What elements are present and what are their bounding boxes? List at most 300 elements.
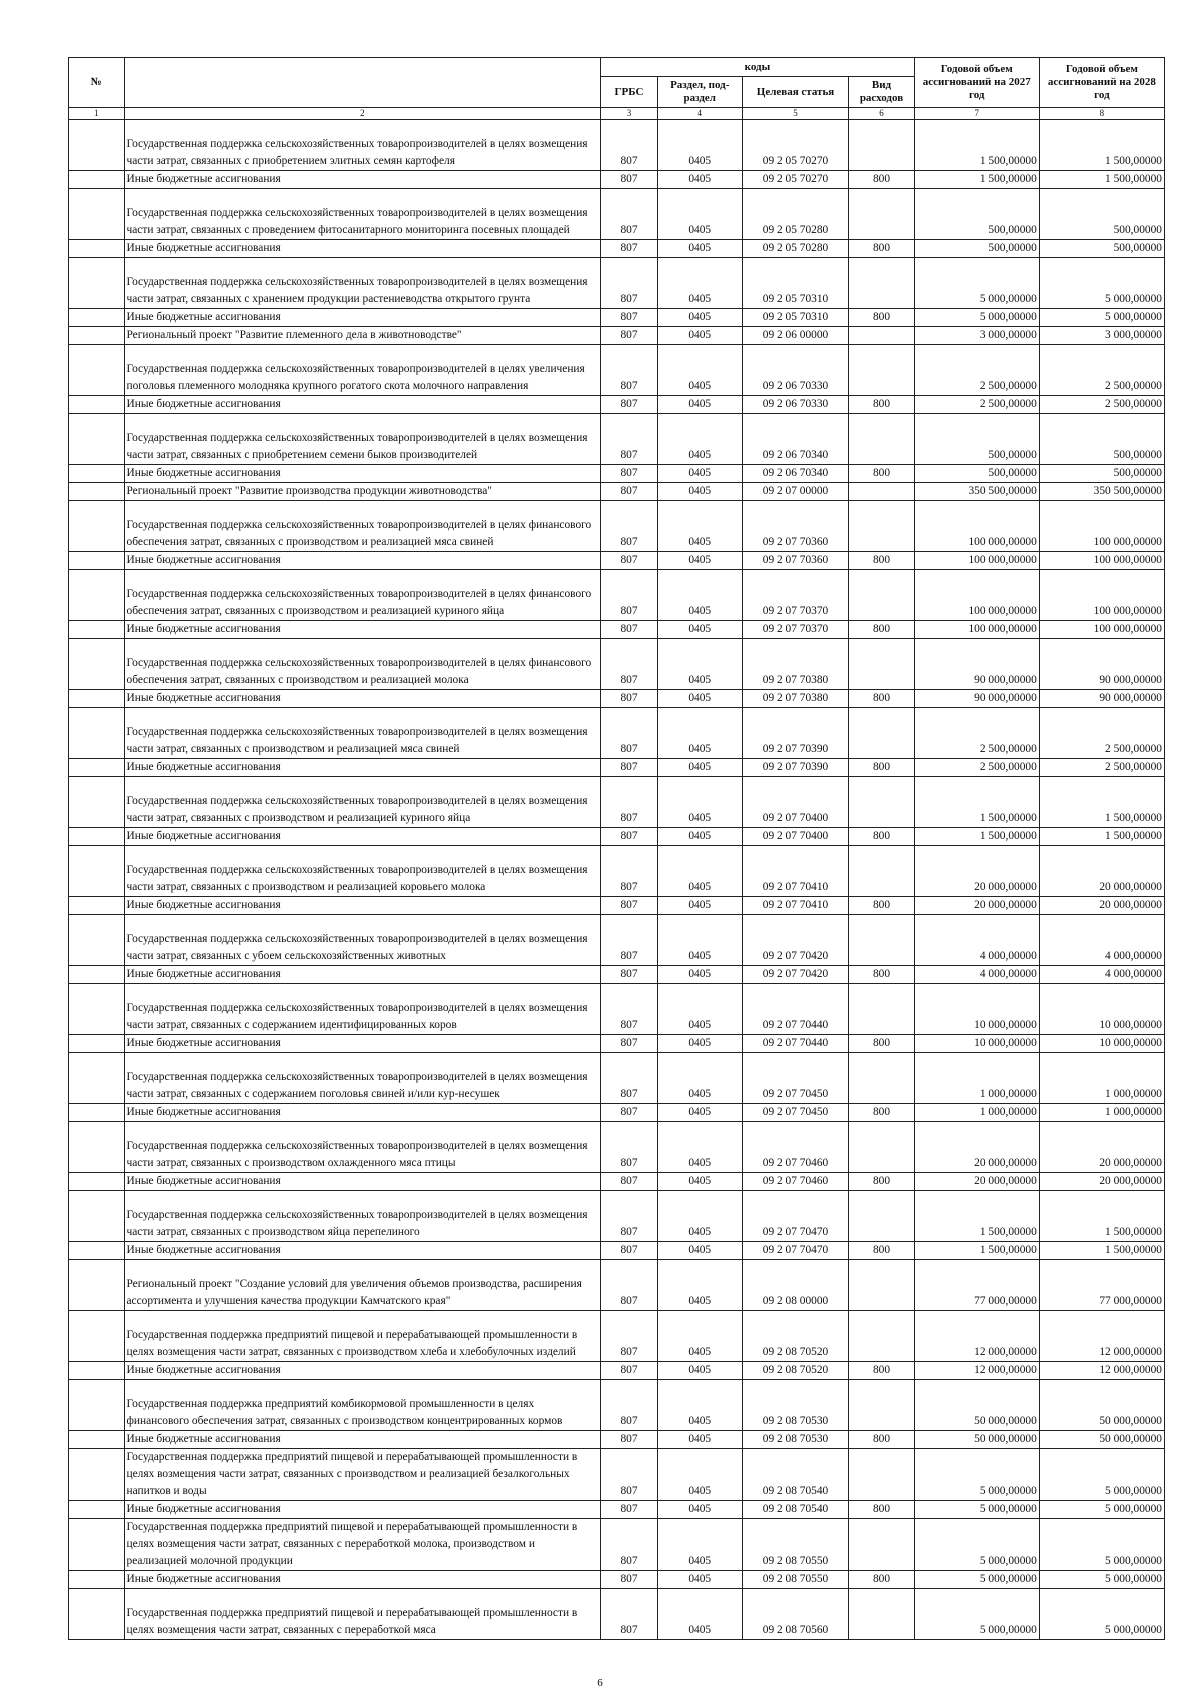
cell-vid: 800 — [849, 1571, 914, 1589]
cell-num — [69, 501, 125, 552]
cell-name: Государственная поддержка предприятий пищевой и перерабатывающей промышленности в целях возмещения части затрат, связанных с переработкой молока, производством и реализацией молочной продукции — [124, 1519, 601, 1571]
cell-target: 09 2 08 70520 — [742, 1311, 849, 1362]
cell-grbs: 807 — [601, 1380, 658, 1431]
cell-vid: 800 — [849, 759, 914, 777]
cell-vid — [849, 1589, 914, 1640]
cell-vid — [849, 846, 914, 897]
budget-table — [68, 57, 1165, 1640]
cell-name: Государственная поддержка сельскохозяйственных товаропроизводителей в целях финансового обеспечения затрат, связанных с производством и реализацией молока — [124, 639, 601, 690]
cell-grbs: 807 — [601, 1362, 658, 1380]
cell-amount-2028: 2 500,00000 — [1039, 708, 1164, 759]
cell-name: Государственная поддержка предприятий пищевой и перерабатывающей промышленности в целях возмещения части затрат, связанных с производством и реализацией безалкогольных напитков и воды — [124, 1449, 601, 1501]
cell-num — [69, 1242, 125, 1260]
cell-section: 0405 — [657, 897, 742, 915]
cell-amount-2028: 5 000,00000 — [1039, 1449, 1164, 1501]
cell-amount-2027: 50 000,00000 — [914, 1380, 1039, 1431]
cell-amount-2027: 20 000,00000 — [914, 846, 1039, 897]
cell-target: 09 2 07 70440 — [742, 1035, 849, 1053]
cell-name: Иные бюджетные ассигнования — [124, 759, 601, 777]
cell-name: Государственная поддержка сельскохозяйственных товаропроизводителей в целях возмещения части затрат, связанных с убоем сельскохозяйственных животных — [124, 915, 601, 966]
cell-amount-2027: 500,00000 — [914, 465, 1039, 483]
cell-vid: 800 — [849, 1431, 914, 1449]
cell-num — [69, 309, 125, 327]
cell-name: Государственная поддержка сельскохозяйственных товаропроизводителей в целях возмещения части затрат, связанных с содержанием поголовья свиней и/или кур-несушек — [124, 1053, 601, 1104]
cell-amount-2028: 5 000,00000 — [1039, 258, 1164, 309]
cell-amount-2027: 50 000,00000 — [914, 1431, 1039, 1449]
cell-amount-2027: 500,00000 — [914, 189, 1039, 240]
cell-grbs: 807 — [601, 1191, 658, 1242]
cell-target: 09 2 06 70340 — [742, 414, 849, 465]
col-header-2028: Годовой объем ассигнований на 2028 год — [1039, 58, 1164, 108]
cell-name: Государственная поддержка сельскохозяйственных товаропроизводителей в целях возмещения части затрат, связанных с содержанием идентифицированных коров — [124, 984, 601, 1035]
cell-section: 0405 — [657, 1449, 742, 1501]
table-row — [69, 1260, 1165, 1311]
column-number: 4 — [657, 108, 742, 120]
cell-num — [69, 984, 125, 1035]
table-row — [69, 501, 1165, 552]
col-header-vid: Вид расходов — [849, 77, 914, 108]
table-row — [69, 345, 1165, 396]
cell-vid — [849, 1380, 914, 1431]
cell-grbs: 807 — [601, 759, 658, 777]
cell-grbs: 807 — [601, 1519, 658, 1571]
cell-name: Государственная поддержка сельскохозяйственных товаропроизводителей в целях возмещения части затрат, связанных с производством и реализацией куриного яйца — [124, 777, 601, 828]
cell-vid — [849, 1519, 914, 1571]
cell-amount-2027: 90 000,00000 — [914, 690, 1039, 708]
cell-target: 09 2 06 70340 — [742, 465, 849, 483]
col-header-section: Раздел, под-раздел — [657, 77, 742, 108]
table-body — [69, 120, 1165, 1640]
column-number: 1 — [69, 108, 125, 120]
table-row — [69, 1053, 1165, 1104]
column-number: 6 — [849, 108, 914, 120]
cell-section: 0405 — [657, 396, 742, 414]
table-row — [69, 171, 1165, 189]
cell-grbs: 807 — [601, 846, 658, 897]
cell-amount-2028: 5 000,00000 — [1039, 1501, 1164, 1519]
table-row — [69, 483, 1165, 501]
cell-amount-2028: 2 500,00000 — [1039, 396, 1164, 414]
cell-amount-2028: 12 000,00000 — [1039, 1311, 1164, 1362]
cell-grbs: 807 — [601, 708, 658, 759]
cell-vid — [849, 189, 914, 240]
cell-section: 0405 — [657, 1035, 742, 1053]
cell-section: 0405 — [657, 690, 742, 708]
table-row — [69, 552, 1165, 570]
column-number: 5 — [742, 108, 849, 120]
cell-target: 09 2 08 00000 — [742, 1260, 849, 1311]
cell-section: 0405 — [657, 258, 742, 309]
cell-vid: 800 — [849, 171, 914, 189]
cell-amount-2027: 90 000,00000 — [914, 639, 1039, 690]
cell-grbs: 807 — [601, 396, 658, 414]
cell-name: Иные бюджетные ассигнования — [124, 240, 601, 258]
cell-vid — [849, 1191, 914, 1242]
cell-section: 0405 — [657, 1191, 742, 1242]
cell-section: 0405 — [657, 309, 742, 327]
cell-vid: 800 — [849, 1362, 914, 1380]
cell-amount-2028: 100 000,00000 — [1039, 501, 1164, 552]
cell-section: 0405 — [657, 828, 742, 846]
cell-amount-2027: 1 500,00000 — [914, 171, 1039, 189]
page-number: 6 — [597, 1677, 603, 1689]
cell-amount-2027: 2 500,00000 — [914, 345, 1039, 396]
cell-grbs: 807 — [601, 552, 658, 570]
cell-target: 09 2 08 70550 — [742, 1519, 849, 1571]
cell-amount-2027: 2 500,00000 — [914, 396, 1039, 414]
cell-target: 09 2 07 70460 — [742, 1122, 849, 1173]
table-row — [69, 1035, 1165, 1053]
cell-amount-2028: 10 000,00000 — [1039, 984, 1164, 1035]
cell-amount-2027: 1 500,00000 — [914, 120, 1039, 171]
cell-grbs: 807 — [601, 1173, 658, 1191]
cell-grbs: 807 — [601, 1242, 658, 1260]
table-row — [69, 414, 1165, 465]
cell-grbs: 807 — [601, 414, 658, 465]
cell-target: 09 2 06 00000 — [742, 327, 849, 345]
table-row — [69, 708, 1165, 759]
cell-vid — [849, 708, 914, 759]
cell-grbs: 807 — [601, 1449, 658, 1501]
cell-name: Иные бюджетные ассигнования — [124, 828, 601, 846]
table-row — [69, 1173, 1165, 1191]
cell-vid — [849, 1053, 914, 1104]
cell-vid: 800 — [849, 897, 914, 915]
cell-amount-2027: 1 500,00000 — [914, 1191, 1039, 1242]
cell-grbs: 807 — [601, 1589, 658, 1640]
table-row — [69, 1519, 1165, 1571]
cell-target: 09 2 07 70460 — [742, 1173, 849, 1191]
cell-target: 09 2 07 70360 — [742, 501, 849, 552]
cell-amount-2027: 12 000,00000 — [914, 1362, 1039, 1380]
cell-section: 0405 — [657, 1311, 742, 1362]
cell-num — [69, 327, 125, 345]
cell-grbs: 807 — [601, 171, 658, 189]
cell-name: Иные бюджетные ассигнования — [124, 1035, 601, 1053]
cell-target: 09 2 05 70270 — [742, 120, 849, 171]
cell-section: 0405 — [657, 414, 742, 465]
cell-name: Региональный проект "Развитие племенного дела в животноводстве" — [124, 327, 601, 345]
cell-target: 09 2 08 70530 — [742, 1431, 849, 1449]
cell-section: 0405 — [657, 915, 742, 966]
cell-num — [69, 483, 125, 501]
cell-num — [69, 396, 125, 414]
cell-num — [69, 1122, 125, 1173]
cell-section: 0405 — [657, 846, 742, 897]
cell-num — [69, 240, 125, 258]
column-number: 7 — [914, 108, 1039, 120]
table-row — [69, 189, 1165, 240]
cell-name: Государственная поддержка предприятий комбикормовой промышленности в целях финансового обеспечения затрат, связанных с производством концентрированных кормов — [124, 1380, 601, 1431]
cell-num — [69, 846, 125, 897]
cell-vid — [849, 1449, 914, 1501]
cell-num — [69, 708, 125, 759]
cell-name: Государственная поддержка сельскохозяйственных товаропроизводителей в целях возмещения части затрат, связанных с производством яйца перепелиного — [124, 1191, 601, 1242]
cell-section: 0405 — [657, 171, 742, 189]
cell-section: 0405 — [657, 1571, 742, 1589]
cell-section: 0405 — [657, 1173, 742, 1191]
cell-section: 0405 — [657, 501, 742, 552]
cell-num — [69, 828, 125, 846]
cell-name: Государственная поддержка сельскохозяйственных товаропроизводителей в целях возмещения части затрат, связанных с приобретением семени быков производителей — [124, 414, 601, 465]
cell-num — [69, 171, 125, 189]
cell-amount-2028: 5 000,00000 — [1039, 1571, 1164, 1589]
table-row — [69, 1362, 1165, 1380]
cell-grbs: 807 — [601, 309, 658, 327]
cell-name: Государственная поддержка предприятий пищевой и перерабатывающей промышленности в целях возмещения части затрат, связанных с переработкой мяса — [124, 1589, 601, 1640]
cell-name: Иные бюджетные ассигнования — [124, 690, 601, 708]
cell-grbs: 807 — [601, 1035, 658, 1053]
cell-amount-2027: 1 500,00000 — [914, 777, 1039, 828]
cell-amount-2028: 500,00000 — [1039, 240, 1164, 258]
cell-name: Иные бюджетные ассигнования — [124, 1431, 601, 1449]
cell-target: 09 2 07 70440 — [742, 984, 849, 1035]
cell-amount-2027: 5 000,00000 — [914, 1519, 1039, 1571]
cell-section: 0405 — [657, 240, 742, 258]
cell-section: 0405 — [657, 483, 742, 501]
cell-target: 09 2 07 70380 — [742, 639, 849, 690]
cell-amount-2028: 2 500,00000 — [1039, 345, 1164, 396]
cell-name: Иные бюджетные ассигнования — [124, 1104, 601, 1122]
cell-vid: 800 — [849, 1173, 914, 1191]
table-row — [69, 327, 1165, 345]
cell-section: 0405 — [657, 1589, 742, 1640]
cell-amount-2028: 500,00000 — [1039, 465, 1164, 483]
table-row — [69, 309, 1165, 327]
cell-amount-2028: 20 000,00000 — [1039, 1122, 1164, 1173]
cell-amount-2027: 4 000,00000 — [914, 966, 1039, 984]
cell-grbs: 807 — [601, 984, 658, 1035]
cell-amount-2027: 5 000,00000 — [914, 1501, 1039, 1519]
cell-amount-2027: 5 000,00000 — [914, 1571, 1039, 1589]
cell-amount-2027: 1 500,00000 — [914, 828, 1039, 846]
cell-amount-2028: 1 500,00000 — [1039, 1242, 1164, 1260]
cell-target: 09 2 05 70310 — [742, 258, 849, 309]
cell-amount-2028: 50 000,00000 — [1039, 1380, 1164, 1431]
cell-vid — [849, 345, 914, 396]
cell-amount-2028: 500,00000 — [1039, 189, 1164, 240]
cell-section: 0405 — [657, 1122, 742, 1173]
cell-section: 0405 — [657, 570, 742, 621]
cell-num — [69, 1260, 125, 1311]
cell-section: 0405 — [657, 984, 742, 1035]
cell-amount-2028: 10 000,00000 — [1039, 1035, 1164, 1053]
cell-grbs: 807 — [601, 897, 658, 915]
cell-name: Государственная поддержка сельскохозяйственных товаропроизводителей в целях увеличения поголовья племенного молодняка крупного рогатого скота молочного направления — [124, 345, 601, 396]
cell-grbs: 807 — [601, 483, 658, 501]
cell-vid — [849, 639, 914, 690]
cell-amount-2028: 1 500,00000 — [1039, 777, 1164, 828]
cell-section: 0405 — [657, 1380, 742, 1431]
cell-section: 0405 — [657, 1362, 742, 1380]
cell-num — [69, 1311, 125, 1362]
cell-target: 09 2 08 70560 — [742, 1589, 849, 1640]
cell-vid: 800 — [849, 621, 914, 639]
table-row — [69, 984, 1165, 1035]
col-header-target: Целевая статья — [742, 77, 849, 108]
cell-grbs: 807 — [601, 639, 658, 690]
table-row — [69, 120, 1165, 171]
cell-amount-2027: 350 500,00000 — [914, 483, 1039, 501]
table-row — [69, 846, 1165, 897]
cell-section: 0405 — [657, 345, 742, 396]
cell-grbs: 807 — [601, 1053, 658, 1104]
cell-target: 09 2 07 70370 — [742, 570, 849, 621]
cell-num — [69, 189, 125, 240]
cell-grbs: 807 — [601, 915, 658, 966]
cell-amount-2027: 20 000,00000 — [914, 1173, 1039, 1191]
cell-num — [69, 414, 125, 465]
cell-name: Государственная поддержка сельскохозяйственных товаропроизводителей в целях возмещения части затрат, связанных с производством и реализацией мяса свиней — [124, 708, 601, 759]
cell-target: 09 2 08 70520 — [742, 1362, 849, 1380]
table-row — [69, 690, 1165, 708]
table-row — [69, 828, 1165, 846]
cell-amount-2027: 10 000,00000 — [914, 984, 1039, 1035]
cell-target: 09 2 07 70390 — [742, 708, 849, 759]
cell-vid — [849, 1260, 914, 1311]
cell-amount-2028: 350 500,00000 — [1039, 483, 1164, 501]
cell-name: Региональный проект "Развитие производства продукции животноводства" — [124, 483, 601, 501]
cell-vid — [849, 777, 914, 828]
cell-amount-2028: 1 500,00000 — [1039, 171, 1164, 189]
cell-name: Иные бюджетные ассигнования — [124, 1362, 601, 1380]
cell-grbs: 807 — [601, 465, 658, 483]
cell-num — [69, 690, 125, 708]
cell-num — [69, 1519, 125, 1571]
cell-grbs: 807 — [601, 1571, 658, 1589]
cell-amount-2027: 4 000,00000 — [914, 915, 1039, 966]
cell-name: Иные бюджетные ассигнования — [124, 1571, 601, 1589]
cell-grbs: 807 — [601, 1260, 658, 1311]
cell-num — [69, 552, 125, 570]
col-header-name — [124, 58, 601, 108]
cell-target: 09 2 05 70280 — [742, 240, 849, 258]
cell-vid — [849, 984, 914, 1035]
cell-section: 0405 — [657, 1260, 742, 1311]
table-row — [69, 240, 1165, 258]
cell-amount-2028: 20 000,00000 — [1039, 897, 1164, 915]
cell-target: 09 2 08 70530 — [742, 1380, 849, 1431]
cell-target: 09 2 07 70470 — [742, 1191, 849, 1242]
cell-name: Государственная поддержка сельскохозяйственных товаропроизводителей в целях возмещения части затрат, связанных с хранением продукции растениеводства открытого грунта — [124, 258, 601, 309]
cell-section: 0405 — [657, 327, 742, 345]
table-row — [69, 1191, 1165, 1242]
cell-target: 09 2 07 70390 — [742, 759, 849, 777]
cell-num — [69, 1431, 125, 1449]
table-row — [69, 639, 1165, 690]
table-row — [69, 759, 1165, 777]
cell-amount-2028: 5 000,00000 — [1039, 309, 1164, 327]
col-header-grbs: ГРБС — [601, 77, 658, 108]
cell-name: Иные бюджетные ассигнования — [124, 897, 601, 915]
table-row — [69, 1104, 1165, 1122]
cell-amount-2027: 100 000,00000 — [914, 570, 1039, 621]
cell-amount-2027: 1 000,00000 — [914, 1053, 1039, 1104]
cell-num — [69, 915, 125, 966]
cell-amount-2027: 20 000,00000 — [914, 1122, 1039, 1173]
cell-target: 09 2 07 70400 — [742, 777, 849, 828]
cell-target: 09 2 07 70380 — [742, 690, 849, 708]
cell-vid: 800 — [849, 1242, 914, 1260]
cell-name: Иные бюджетные ассигнования — [124, 552, 601, 570]
cell-grbs: 807 — [601, 327, 658, 345]
cell-num — [69, 1501, 125, 1519]
cell-num — [69, 1449, 125, 1501]
cell-grbs: 807 — [601, 258, 658, 309]
table-row — [69, 1449, 1165, 1501]
table-row — [69, 258, 1165, 309]
cell-section: 0405 — [657, 1104, 742, 1122]
cell-amount-2027: 1 000,00000 — [914, 1104, 1039, 1122]
cell-amount-2027: 500,00000 — [914, 240, 1039, 258]
cell-num — [69, 639, 125, 690]
cell-amount-2028: 100 000,00000 — [1039, 570, 1164, 621]
cell-num — [69, 1571, 125, 1589]
cell-grbs: 807 — [601, 828, 658, 846]
cell-grbs: 807 — [601, 189, 658, 240]
column-number-row — [69, 108, 1165, 120]
cell-target: 09 2 07 70410 — [742, 897, 849, 915]
table-row — [69, 1571, 1165, 1589]
cell-target: 09 2 07 70470 — [742, 1242, 849, 1260]
budget-table-sheet — [68, 57, 1165, 1640]
cell-section: 0405 — [657, 120, 742, 171]
table-row — [69, 1311, 1165, 1362]
cell-target: 09 2 07 00000 — [742, 483, 849, 501]
header-row-1 — [69, 58, 1165, 77]
cell-num — [69, 777, 125, 828]
cell-section: 0405 — [657, 708, 742, 759]
cell-amount-2028: 20 000,00000 — [1039, 1173, 1164, 1191]
cell-amount-2027: 100 000,00000 — [914, 552, 1039, 570]
cell-target: 09 2 08 70540 — [742, 1501, 849, 1519]
cell-grbs: 807 — [601, 501, 658, 552]
cell-grbs: 807 — [601, 690, 658, 708]
cell-amount-2027: 12 000,00000 — [914, 1311, 1039, 1362]
cell-grbs: 807 — [601, 120, 658, 171]
table-row — [69, 621, 1165, 639]
cell-vid: 800 — [849, 1035, 914, 1053]
table-row — [69, 396, 1165, 414]
cell-amount-2027: 1 500,00000 — [914, 1242, 1039, 1260]
cell-section: 0405 — [657, 1053, 742, 1104]
table-row — [69, 1122, 1165, 1173]
cell-vid: 800 — [849, 309, 914, 327]
cell-amount-2028: 1 500,00000 — [1039, 828, 1164, 846]
cell-num — [69, 1380, 125, 1431]
cell-name: Государственная поддержка сельскохозяйственных товаропроизводителей в целях возмещения части затрат, связанных с приобретением элитных семян картофеля — [124, 120, 601, 171]
cell-name: Иные бюджетные ассигнования — [124, 1173, 601, 1191]
cell-name: Иные бюджетные ассигнования — [124, 465, 601, 483]
cell-target: 09 2 05 70310 — [742, 309, 849, 327]
cell-grbs: 807 — [601, 777, 658, 828]
cell-target: 09 2 05 70280 — [742, 189, 849, 240]
cell-num — [69, 966, 125, 984]
cell-vid: 800 — [849, 690, 914, 708]
cell-vid: 800 — [849, 1501, 914, 1519]
cell-section: 0405 — [657, 1519, 742, 1571]
cell-vid: 800 — [849, 552, 914, 570]
cell-amount-2027: 5 000,00000 — [914, 1589, 1039, 1640]
cell-grbs: 807 — [601, 1122, 658, 1173]
table-row — [69, 915, 1165, 966]
cell-target: 09 2 07 70400 — [742, 828, 849, 846]
cell-amount-2028: 5 000,00000 — [1039, 1519, 1164, 1571]
cell-amount-2027: 100 000,00000 — [914, 621, 1039, 639]
cell-target: 09 2 08 70540 — [742, 1449, 849, 1501]
cell-vid — [849, 258, 914, 309]
cell-amount-2028: 100 000,00000 — [1039, 552, 1164, 570]
